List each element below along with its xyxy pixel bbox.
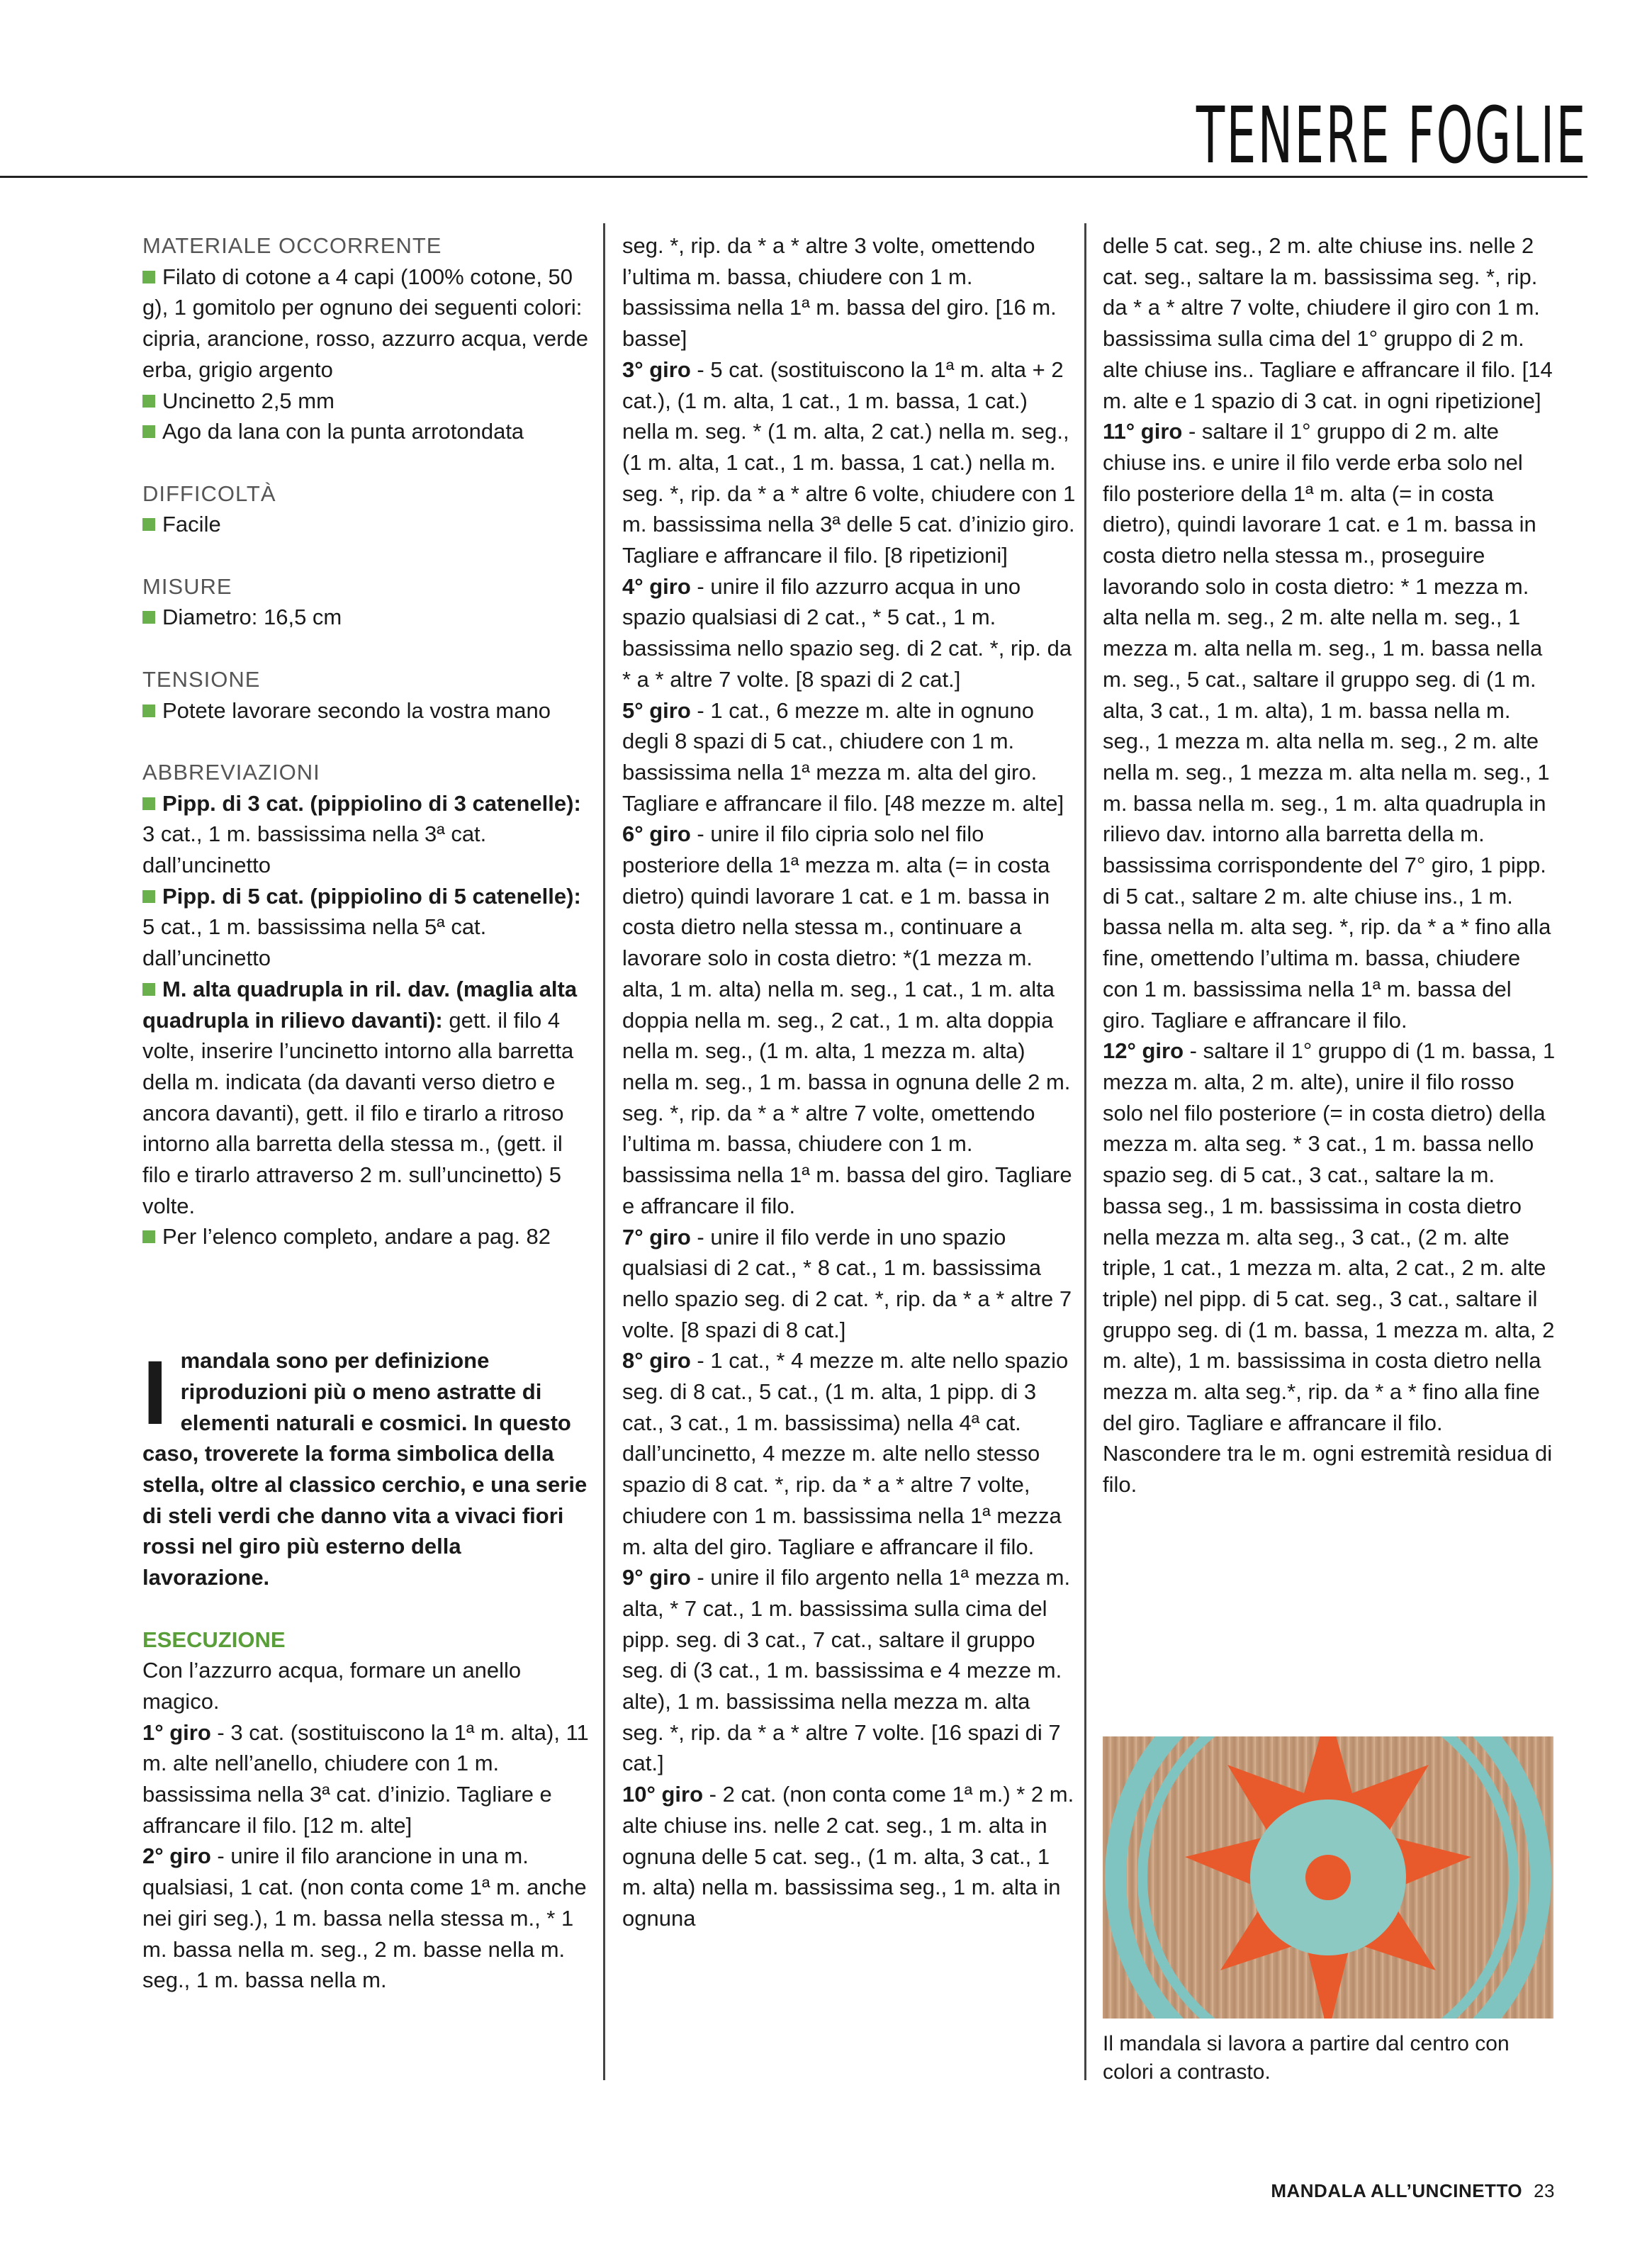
- paragraph: 3° giro - 5 cat. (sostituiscono la 1ª m. alta + 2 cat.), (1 m. alta, 1 cat., 1 m. bassa, 1 cat.) nella m. seg. * (1 m. alta, 2 cat.) nella m. seg., (1 m. alta, 1 cat., 1 m. bassa, 1 cat.) nella m. seg. *, rip. da * a * altre 6 volte, chiudere con 1 m. bassissima nella 3ª delle 5 cat. d’inizio giro. Tagliare e affrancare il filo. [8 ripetizioni]: [622, 357, 1076, 568]
- page-footer: [1271, 2180, 1555, 2202]
- column-1: [142, 230, 589, 1996]
- header-rule: [0, 176, 1587, 178]
- list-item: Uncinetto 2,5 mm: [142, 386, 589, 417]
- paragraph: 8° giro - 1 cat., * 4 mezze m. alte nello spazio seg. di 8 cat., 5 cat., (1 m. alta, 1 pipp. di 3 cat., 3 cat., 1 m. bassissima) nella 4ª cat. dall’uncinetto, 4 mezze m. alte nello stesso spazio di 8 cat. *, rip. da * a * altre 7 volte, chiudere con 1 m. bassissima nella 1ª mezza m. alta del giro. Tagliare e affrancare il filo.: [622, 1348, 1069, 1559]
- list-item: Facile: [142, 509, 589, 540]
- paragraph: 7° giro - unire il filo verde in uno spazio qualsiasi di 2 cat., * 8 cat., 1 m. bassissima nello spazio seg. di 2 cat. *, rip. da * a * altre 7 volte. [8 spazi di 8 cat.]: [622, 1224, 1072, 1342]
- bullet-square-icon: [142, 271, 155, 284]
- column-divider: [1084, 223, 1086, 2080]
- section-heading-materiale: MATERIALE OCCORRENTE: [142, 233, 442, 258]
- page-number: 23: [1534, 2180, 1555, 2201]
- column-3: [1103, 230, 1556, 1500]
- bullet-square-icon: [142, 611, 155, 624]
- section-heading-difficolta: DIFFICOLTÀ: [142, 481, 276, 506]
- paragraph: 2° giro - unire il filo arancione in una m. qualsiasi, 1 cat. (non conta come 1ª m. anche nei giri seg.), 1 m. bassa nella stessa m., * 1 m. bassa nella m. seg., 2 m. basse nella m. seg., 1 m. bassa nella m.: [142, 1843, 587, 1993]
- bullet-square-icon: [142, 425, 155, 438]
- bullet-square-icon: [142, 797, 155, 810]
- photo-caption: Il mandala si lavora a partire dal centro con colori a contrasto.: [1103, 2032, 1510, 2084]
- section-heading-abbreviazioni: ABBREVIAZIONI: [142, 759, 320, 785]
- paragraph: 10° giro - 2 cat. (non conta come 1ª m.) * 2 m. alte chiuse ins. nelle 2 cat. seg., 1 m. alta in ognuna delle 5 cat. seg., (1 m. alta, 3 cat., 1 m. alta) nella m. bassissima seg., 1 m. alta in ognuna: [622, 1782, 1074, 1931]
- paragraph: Con l’azzurro acqua, formare un anello magico.: [142, 1658, 522, 1714]
- page-title: TENERE FOGLIE: [1196, 90, 1587, 181]
- list-item: Pipp. di 5 cat. (pippiolino di 5 catenelle): 5 cat., 1 m. bassissima nella 5ª cat. dall’uncinetto: [142, 883, 581, 971]
- footer-section: MANDALA ALL’UNCINETTO: [1271, 2180, 1523, 2201]
- bullet-square-icon: [142, 1230, 155, 1243]
- mandala-photo: [1103, 1736, 1553, 2019]
- bullet-square-icon: [142, 395, 155, 408]
- center-dot: [1305, 1855, 1351, 1900]
- paragraph: seg. *, rip. da * a * altre 3 volte, omettendo l’ultima m. bassa, chiudere con 1 m. bassissima nella 1ª m. bassa del giro. [16 m. basse]: [622, 233, 1057, 352]
- bullet-square-icon: [142, 983, 155, 996]
- list-item: Diametro: 16,5 cm: [142, 602, 589, 633]
- paragraph: 11° giro - saltare il 1° gruppo di 2 m. alte chiuse ins. e unire il filo verde erba solo nel filo posteriore della 1ª m. alta (= in costa dietro), quindi lavorare 1 cat. e 1 m. bassa in costa dietro nella stessa m., proseguire lavorando solo in costa dietro: * 1 mezza m. alta nella m. seg., 2 m. alte nella m. seg., 1 mezza m. alta nella m. seg., 1 m. bassa nella m. seg., 5 cat., saltare il gruppo seg. di (1 m. alta, 3 cat., 1 m. alta), 1 m. bassa nella m. seg., 1 mezza m. alta nella m. seg., 2 m. alte nella m. seg., 1 mezza m. alta nella m. seg., 1 m. bassa nella m. seg., 1 m. alta quadrupla in rilievo dav. intorno alla barretta della m. bassissima corrispondente del 7° giro, 1 pipp. di 5 cat., saltare 2 m. alte chiuse ins., 1 m. bassa nella m. alta seg. *, rip. da * a * fino alla fine, omettendo l’ultima m. bassa, chiudere con 1 m. bassissima nella 1ª m. bassa del giro. Tagliare e affrancare il filo.: [1103, 419, 1551, 1033]
- column-2: [622, 230, 1076, 1934]
- list-item: M. alta quadrupla in ril. dav. (maglia alta quadrupla in rilievo davanti): gett. il filo 4 volte, inserire l’uncinetto intorno alla barretta della m. indicata (da davanti verso dietro e ancora davanti), gett. il filo e tirarlo a ritroso intorno alla barretta della stessa m., (gett. il filo e tirarlo attraverso 2 m. sull’uncinetto) 5 volte.: [142, 976, 578, 1218]
- section-heading-tensione: TENSIONE: [142, 666, 261, 692]
- column-divider: [603, 223, 605, 2080]
- paragraph: 12° giro - saltare il 1° gruppo di (1 m. bassa, 1 mezza m. alta, 2 m. alte), unire il filo rosso solo nel filo posteriore (= in costa dietro) della mezza m. alta seg. * 3 cat., 1 m. bassa nello spazio seg. di 5 cat., 3 cat., saltare la m. bassa seg., 1 m. bassissima in costa dietro nella mezza m. alta seg., 3 cat., (2 m. alte triple, 1 cat., 1 mezza m. alta, 2 cat., 2 m. alte triple) nel pipp. di 5 cat. seg., 3 cat., saltare il gruppo seg. di (1 m. bassa, 1 mezza m. alta, 2 m. alte), 1 m. bassissima in costa dietro nella mezza m. alta seg.*, rip. da * a * fino alla fine del giro. Tagliare e affrancare il filo. Nascondere tra le m. ogni estremità residua di filo.: [1103, 1038, 1556, 1498]
- list-item: Filato di cotone a 4 capi (100% cotone, 50 g), 1 gomitolo per ognuno dei seguenti colori: cipria, arancione, rosso, azzurro acqua, verde erba, grigio argento: [142, 264, 588, 382]
- paragraph: 4° giro - unire il filo azzurro acqua in uno spazio qualsiasi di 2 cat., * 5 cat., 1 m. bassissima nello spazio seg. di 2 cat. *, rip. da * a * altre 7 volte. [8 spazi di 2 cat.]: [622, 573, 1072, 692]
- crochet-mandala-image: [1103, 1736, 1553, 2019]
- bullet-square-icon: [142, 518, 155, 531]
- list-item: Potete lavorare secondo la vostra mano: [142, 695, 589, 726]
- paragraph: 1° giro - 3 cat. (sostituiscono la 1ª m. alta), 11 m. alte nell’anello, chiudere con 1 m. bassissima nella 3ª cat. d’inizio. Tagliare e affrancare il filo. [12 m. alte]: [142, 1719, 589, 1838]
- bullet-square-icon: [142, 890, 155, 903]
- list-item: Ago da lana con la punta arrotondata: [142, 416, 589, 447]
- list-item: Per l’elenco completo, andare a pag. 82: [142, 1221, 589, 1252]
- bullet-square-icon: [142, 704, 155, 717]
- section-heading-misure: MISURE: [142, 573, 232, 599]
- paragraph: delle 5 cat. seg., 2 m. alte chiuse ins. nelle 2 cat. seg., saltare la m. bassissima seg. *, rip. da * a * altre 7 volte, chiudere il giro con 1 m. bassissima sulla cima del 1° gruppo di 2 m. alte chiuse ins.. Tagliare e affrancare il filo. [14 m. alte e 1 spazio di 3 cat. in ogni ripetizione]: [1103, 233, 1553, 413]
- paragraph: 9° giro - unire il filo argento nella 1ª mezza m. alta, * 7 cat., 1 m. bassissima sulla cima del pipp. seg. di 3 cat., 7 cat., saltare il gruppo seg. di (3 cat., 1 m. bassissima e 4 mezze m. alte), 1 m. bassissima nella mezza m. alta seg. *, rip. da * a * altre 7 volte. [16 spazi di 7 cat.]: [622, 1565, 1071, 1776]
- paragraph: 5° giro - 1 cat., 6 mezze m. alte in ognuno degli 8 spazi di 5 cat., chiudere con 1 m. bassissima nella 1ª mezza m. alta del giro. Tagliare e affrancare il filo. [48 mezze m. alte]: [622, 697, 1064, 816]
- list-item: Pipp. di 3 cat. (pippiolino di 3 catenelle): 3 cat., 1 m. bassissima nella 3ª cat. dall’uncinetto: [142, 790, 581, 877]
- section-heading-esecuzione: ESECUZIONE: [142, 1627, 286, 1652]
- paragraph: 6° giro - unire il filo cipria solo nel filo posteriore della 1ª mezza m. alta (= in costa dietro) quindi lavorare 1 cat. e 1 m. bassa in costa dietro nella stessa m., continuare a lavorare solo in costa dietro: *(1 mezza m. alta, 1 m. alta) nella m. seg., 1 cat., 1 m. alta doppia nella m. seg., 2 cat., 1 m. alta doppia nella m. seg., (1 m. alta, 1 mezza m. alta) nella m. seg., 1 m. bassa in ognuna delle 2 m. seg. *, rip. da * a * altre 7 volte, omettendo l’ultima m. bassa, chiudere con 1 m. bassissima nella 1ª m. bassa del giro. Tagliare e affrancare il filo.: [622, 821, 1072, 1218]
- dropcap: I: [142, 1342, 168, 1444]
- intro-paragraph: Imandala sono per definizione riproduzioni più o meno astratte di elementi naturali e cosmici. In questo caso, troverete la forma simbolica della stella, oltre al classico cerchio, e una serie di steli verdi che danno vita a vivaci fiori rossi nel giro più esterno della lavorazione.: [142, 1342, 588, 1590]
